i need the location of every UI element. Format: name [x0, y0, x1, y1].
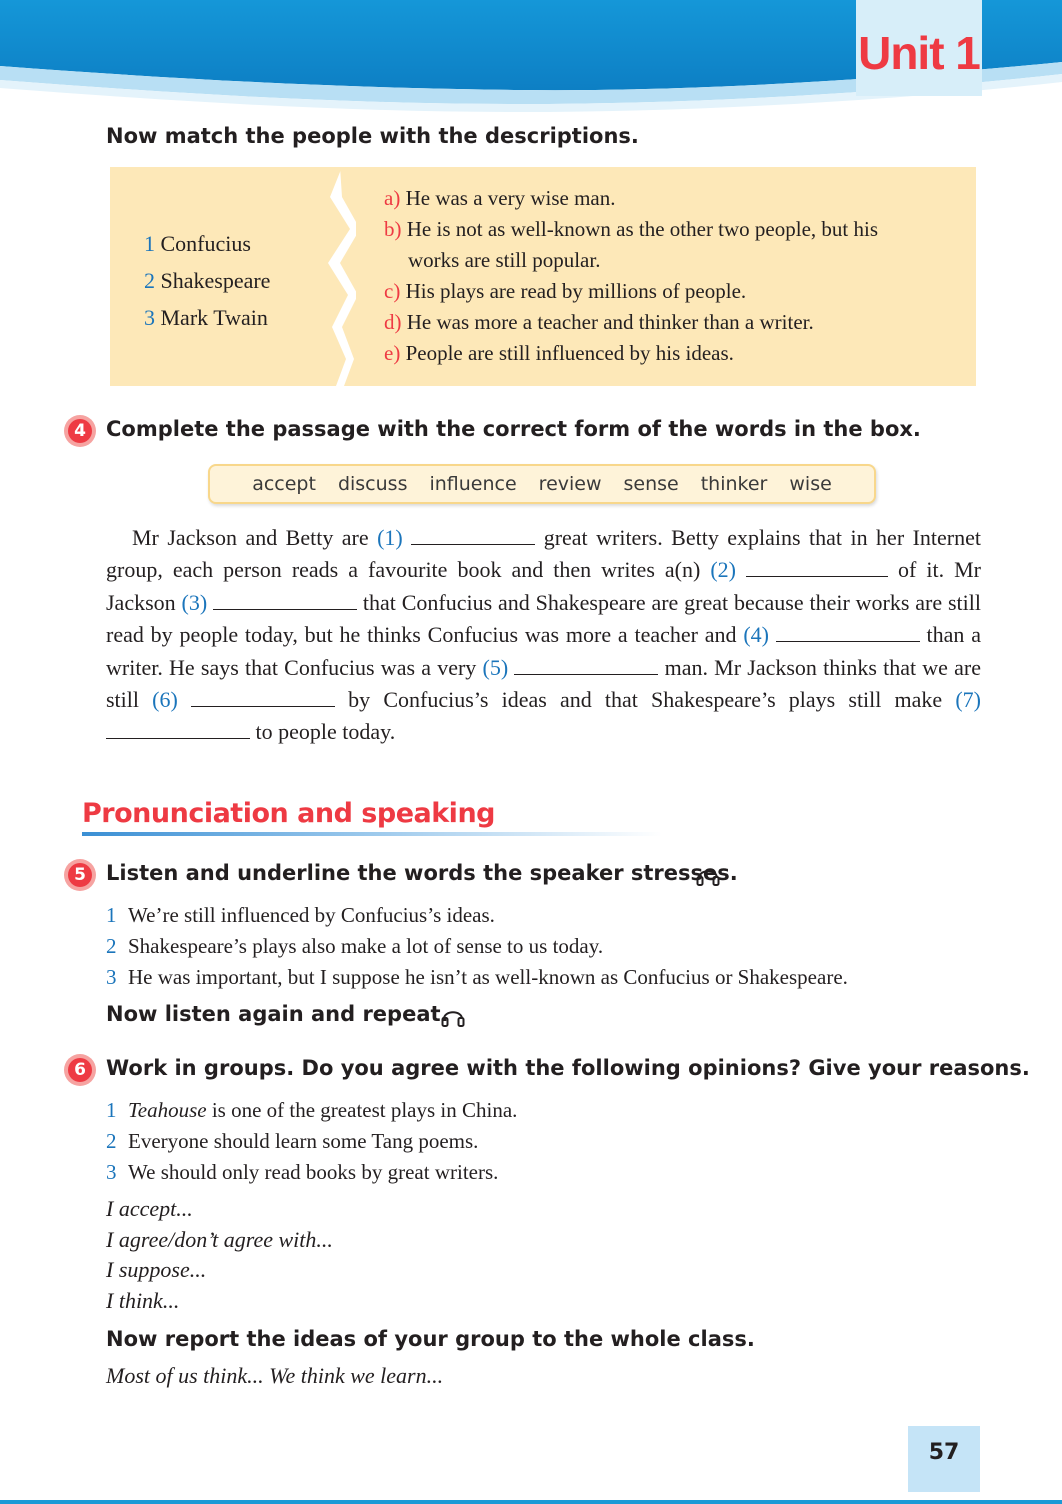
answer-blank[interactable] [411, 526, 535, 545]
description-item: b) He is not as well-known as the other two people, but his [384, 217, 878, 241]
exercise-number-badge: 4 [64, 415, 96, 447]
exercise6-instruction: Work in groups. Do you agree with the following opinions? Give your reasons. [106, 1056, 1030, 1080]
blank-number: (5) [482, 654, 509, 680]
section-underline [82, 832, 662, 836]
answer-blank[interactable] [106, 720, 250, 739]
phrase-item: I agree/don’t agree with... [106, 1226, 333, 1252]
person-item: 1 Confucius [144, 231, 251, 256]
section-title: Pronunciation and speaking [82, 798, 495, 829]
list-item: 2 Everyone should learn some Tang poems. [106, 1129, 479, 1153]
list-item: 2 Shakespeare’s plays also make a lot of sense to us today. [106, 934, 604, 958]
repeat-instruction: Now listen again and repeat. [106, 1002, 449, 1026]
list-item: 1 Teahouse is one of the greatest plays in China. [106, 1098, 518, 1122]
phrase-item: I suppose... [106, 1257, 207, 1282]
phrase-item: I accept... [106, 1196, 193, 1221]
exercise-number-badge: 5 [64, 859, 96, 891]
blank-number: (6) [152, 687, 178, 713]
passage: Mr Jackson and Betty are (1) great writers. Betty explains that in her Internet group, each person reads a favourite book and then writes a(n) (2) of it. Mr Jackson (3) that Confucius and Shakespeare are great because their works are still read by people today, but he thinks Confucius was more a teacher and (4) than a writer. He says that Confucius was a very (5) man. Mr Jackson thinks that we are still (6) by Confucius’s ideas and that Shakespeare’s plays still make (7) to people today. [106, 525, 982, 745]
word-box-item: influence [429, 473, 517, 495]
bottom-rule [0, 1500, 1062, 1504]
report-instruction: Now report the ideas of your group to the whole class. [106, 1327, 755, 1351]
phrase-item: I think... [106, 1287, 180, 1313]
descriptions-list [384, 183, 944, 369]
report-example: Most of us think... We think we learn... [106, 1363, 444, 1388]
exercise6-list [106, 1095, 517, 1188]
description-item: e) People are still influenced by his ideas. [384, 341, 734, 365]
word-box [208, 464, 876, 504]
exercise4-instruction: Complete the passage with the correct form of the words in the box. [106, 417, 921, 441]
description-item: a) He was a very wise man. [384, 186, 616, 210]
exercise5-list [106, 900, 848, 993]
word-box-item: sense [623, 473, 679, 495]
answer-blank[interactable] [776, 623, 920, 642]
word-box-item: thinker [700, 473, 768, 495]
answer-blank[interactable] [514, 656, 658, 675]
headphones-icon[interactable] [695, 862, 721, 888]
person-item: 3 Mark Twain [144, 305, 268, 330]
exercise5-instruction: Listen and underline the words the speaker stresses. [106, 861, 738, 885]
answer-blank[interactable] [213, 591, 357, 610]
description-item: c) His plays are read by millions of people. [384, 279, 747, 303]
answer-blank[interactable] [191, 688, 335, 707]
useful-phrases [106, 1194, 333, 1316]
page-number: 57 [928, 1440, 960, 1465]
description-item: d) He was more a teacher and thinker than a writer. [384, 310, 814, 334]
description-continuation: works are still popular. [408, 248, 601, 272]
blank-number: (4) [743, 622, 769, 648]
word-box-item: review [538, 473, 602, 495]
people-list [144, 225, 270, 336]
word-box-item: discuss [337, 473, 408, 495]
match-instruction: Now match the people with the descriptions. [106, 124, 639, 148]
person-item: 2 Shakespeare [144, 268, 271, 293]
unit-title: Unit 1 [858, 27, 980, 79]
zigzag-divider-right [340, 167, 370, 386]
blank-number: (3) [181, 589, 208, 615]
headphones-icon[interactable] [440, 1003, 466, 1029]
blank-number: (2) [710, 557, 736, 583]
blank-number: (7) [955, 687, 982, 713]
exercise-number-badge: 6 [64, 1054, 96, 1086]
answer-blank[interactable] [746, 558, 888, 577]
list-item: 3 We should only read books by great writers. [106, 1160, 499, 1184]
blank-number: (1) [377, 525, 403, 550]
word-box-item: accept [252, 473, 316, 495]
list-item: 1 We’re still influenced by Confucius’s ideas. [106, 903, 495, 927]
word-box-item: wise [789, 473, 832, 495]
list-item: 3 He was important, but I suppose he isn’t as well-known as Confucius or Shakespeare. [106, 965, 848, 989]
